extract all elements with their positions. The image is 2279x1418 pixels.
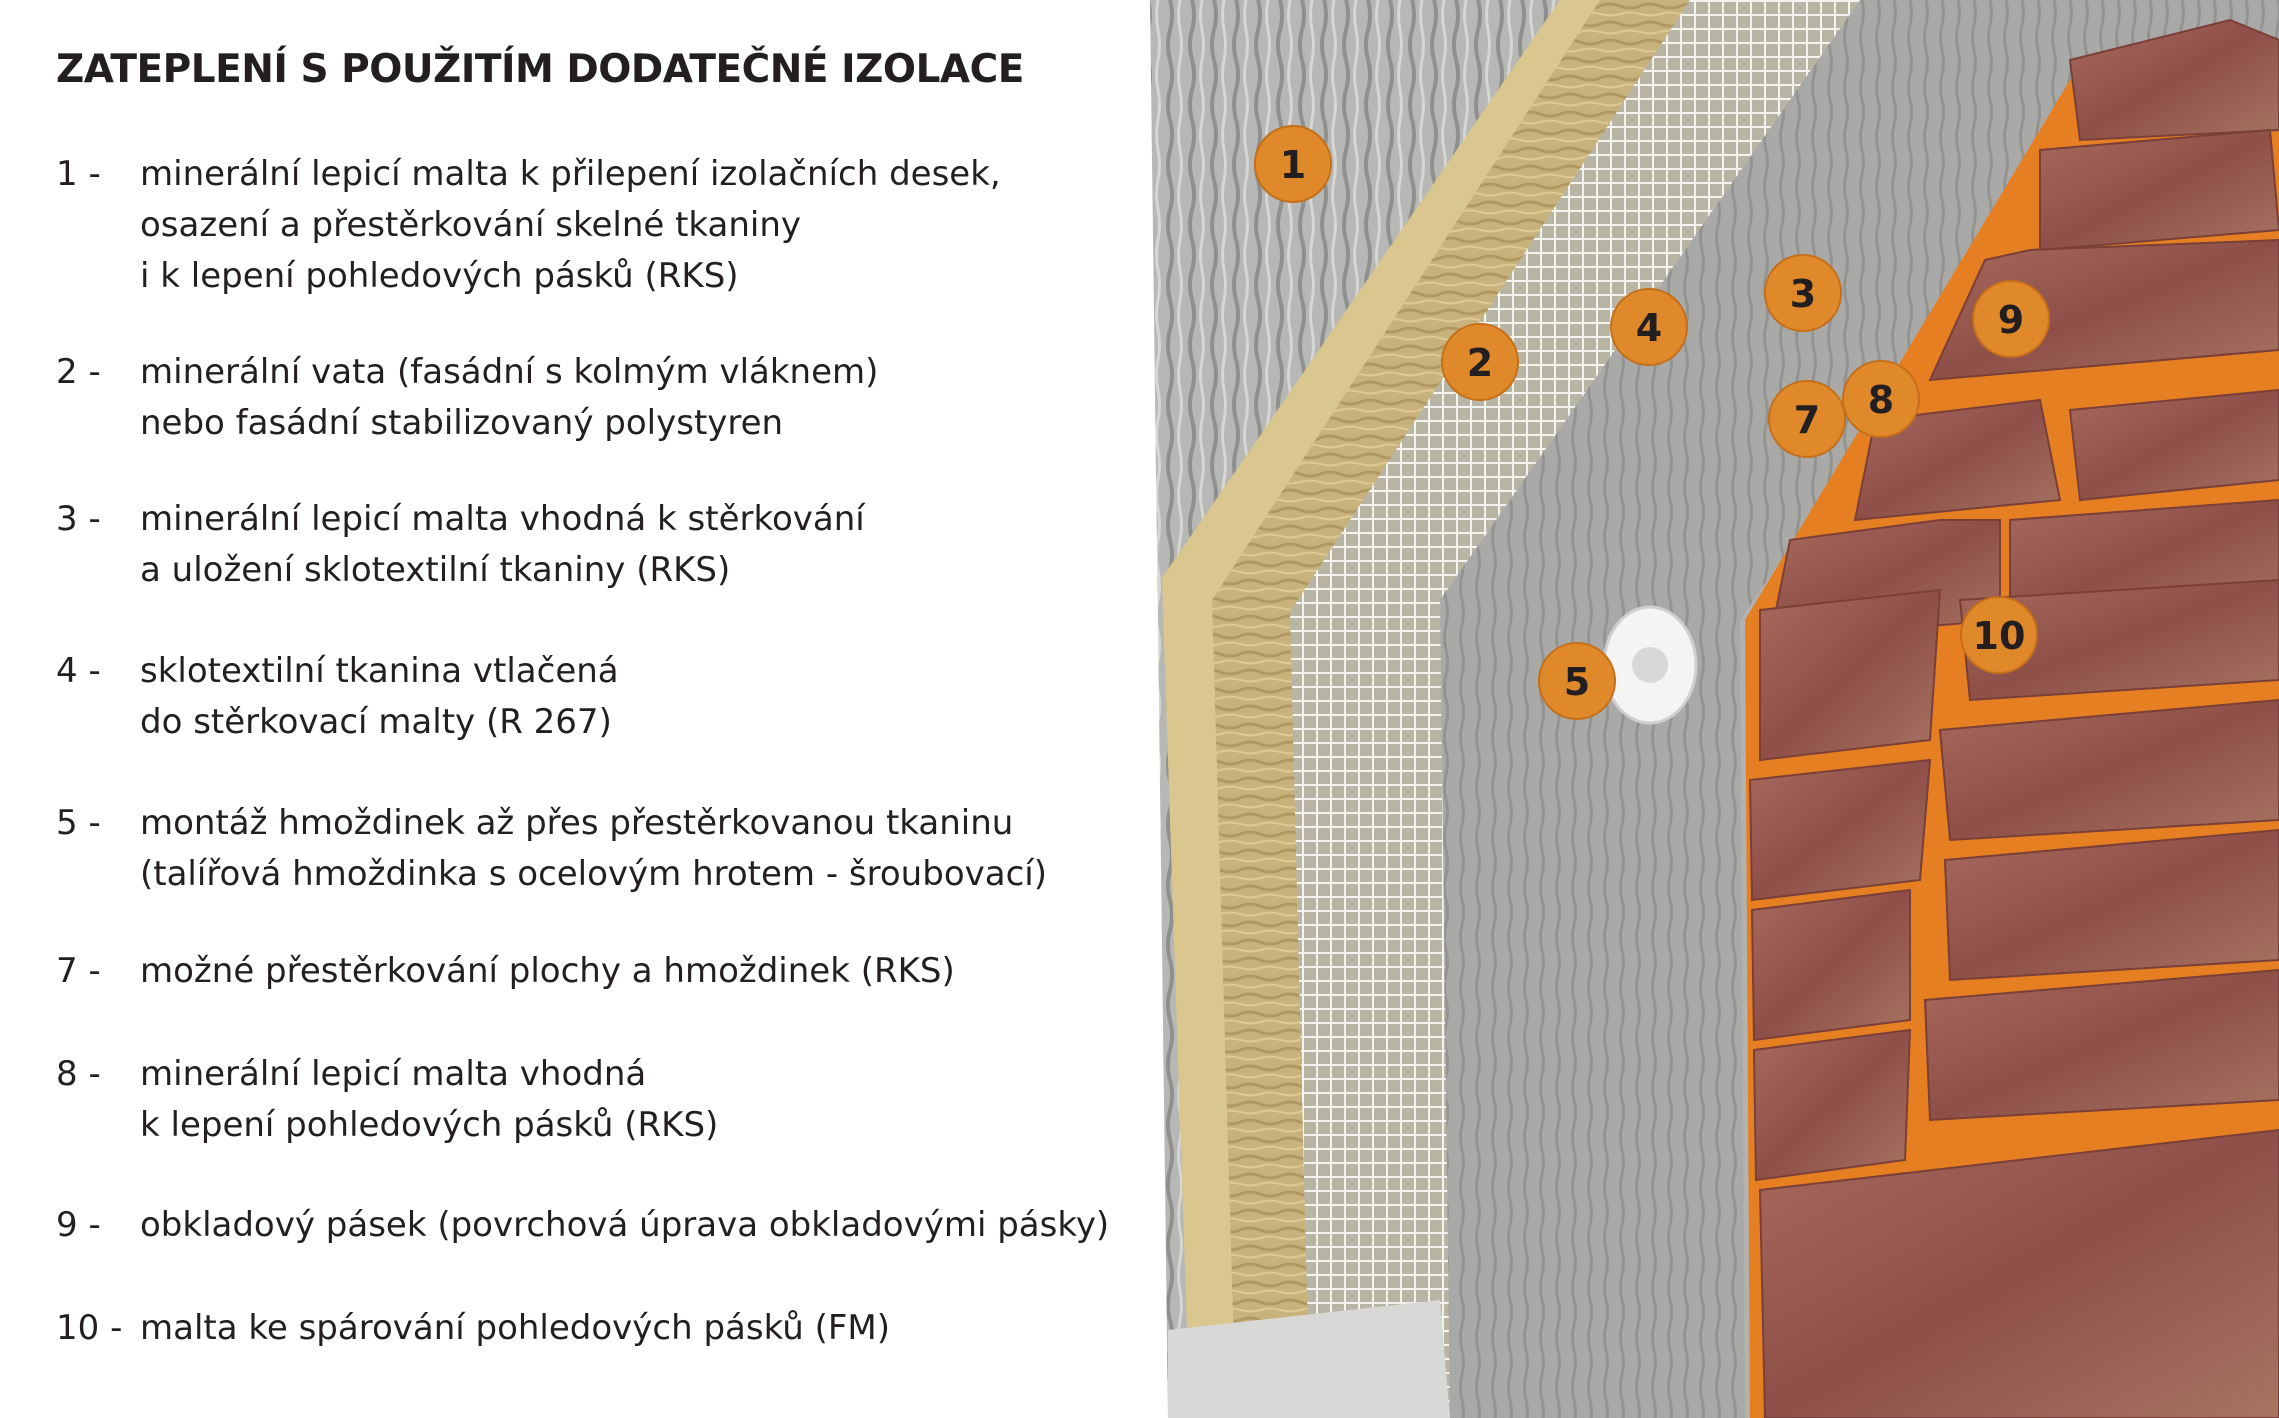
callout-10 xyxy=(1961,597,2037,673)
callout-label: 8 xyxy=(1867,378,1895,422)
callout-label: 1 xyxy=(1279,143,1307,187)
legend xyxy=(56,44,1166,1348)
legend-text: minerální lepicí malta vhodná k stěrkování xyxy=(140,499,865,539)
callout-label: 4 xyxy=(1635,306,1663,350)
legend-item-8 xyxy=(56,1049,1166,1151)
legend-text: osazení a přestěrkování skelné tkaniny xyxy=(140,205,802,245)
legend-number: 8 - xyxy=(56,1054,101,1094)
legend-number: 5 - xyxy=(56,803,101,843)
callout-9 xyxy=(1973,281,2049,357)
callout-label: 7 xyxy=(1793,398,1821,442)
legend-item-7 xyxy=(56,946,1166,997)
legend-text: minerální lepicí malta vhodná xyxy=(140,1054,647,1094)
legend-text: minerální lepicí malta k přilepení izolačních desek, xyxy=(140,154,1001,194)
callout-label: 2 xyxy=(1466,341,1494,385)
legend-item-9 xyxy=(56,1200,1166,1251)
legend-text: (talířová hmoždinka s ocelovým hrotem - šroubovací) xyxy=(140,854,1047,894)
legend-text: do stěrkovací malty (R 267) xyxy=(140,702,612,742)
callout-label: 5 xyxy=(1563,660,1591,704)
legend-text: minerální vata (fasádní s kolmým vláknem) xyxy=(140,352,879,392)
legend-number: 9 - xyxy=(56,1205,101,1245)
diagram-title: ZATEPLENÍ S POUŽITÍM DODATEČNÉ IZOLACE xyxy=(56,47,1024,92)
legend-item-3 xyxy=(56,494,1166,596)
legend-text: montáž hmoždinek až přes přestěrkovanou tkaninu xyxy=(140,803,1014,843)
legend-item-1 xyxy=(56,149,1166,302)
legend-text: sklotextilní tkanina vtlačená xyxy=(140,651,619,691)
callout-label: 10 xyxy=(1972,614,2026,658)
callout-4 xyxy=(1611,289,1687,365)
legend-text: malta ke spárování pohledových pásků (FM) xyxy=(140,1308,891,1348)
legend-text: i k lepení pohledových pásků (RKS) xyxy=(140,256,739,296)
callout-8 xyxy=(1843,361,1919,437)
callout-5 xyxy=(1539,643,1615,719)
anchor-dowel xyxy=(1604,607,1696,723)
callout-2 xyxy=(1442,324,1518,400)
legend-text: nebo fasádní stabilizovaný polystyren xyxy=(140,403,784,443)
legend-text: možné přestěrkování plochy a hmoždinek (RKS) xyxy=(140,951,955,991)
legend-item-2 xyxy=(56,347,1166,449)
callout-1 xyxy=(1255,126,1331,202)
legend-text: k lepení pohledových pásků (RKS) xyxy=(140,1105,719,1145)
legend-number: 1 - xyxy=(56,154,101,194)
legend-number: 2 - xyxy=(56,352,101,392)
legend-item-10 xyxy=(56,1303,1166,1354)
legend-text: a uložení sklotextilní tkaniny (RKS) xyxy=(140,550,731,590)
legend-item-5 xyxy=(56,798,1166,900)
legend-number: 10 - xyxy=(56,1308,123,1348)
callout-3 xyxy=(1765,255,1841,331)
legend-item-4 xyxy=(56,646,1166,748)
callout-7 xyxy=(1769,381,1845,457)
legend-number: 4 - xyxy=(56,651,101,691)
legend-number: 3 - xyxy=(56,499,101,539)
callout-label: 9 xyxy=(1997,298,2025,342)
legend-number: 7 - xyxy=(56,951,101,991)
callout-label: 3 xyxy=(1789,272,1817,316)
legend-text: obkladový pásek (povrchová úprava obkladovými pásky) xyxy=(140,1205,1110,1245)
